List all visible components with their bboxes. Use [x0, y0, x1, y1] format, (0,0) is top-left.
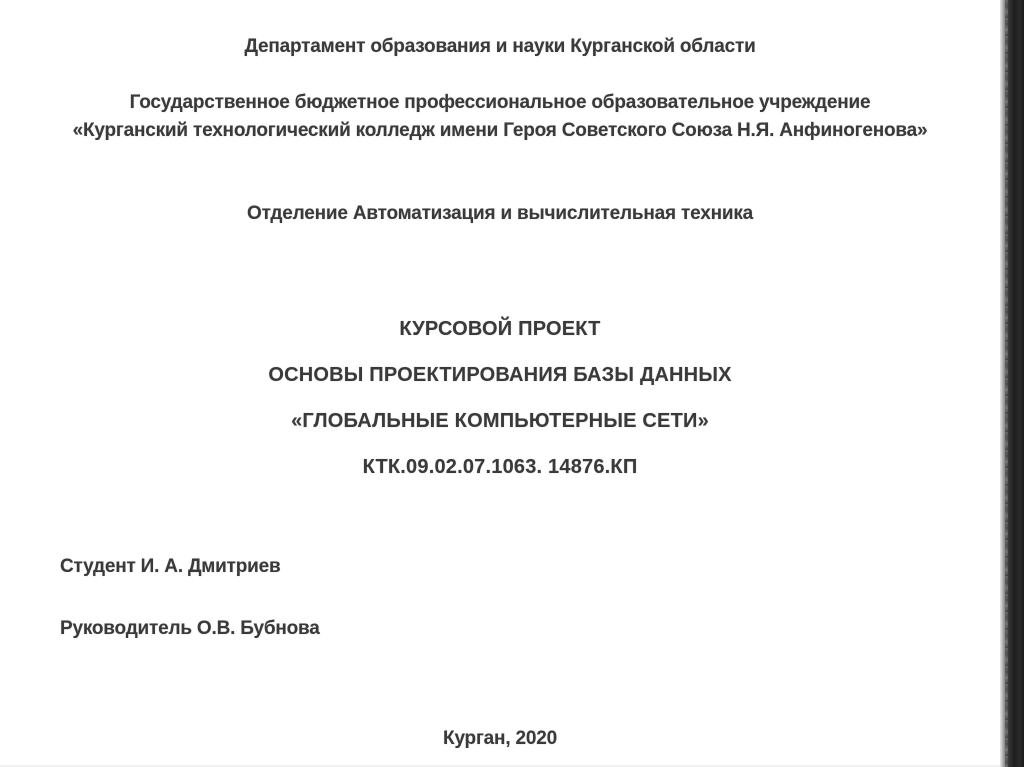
department-heading: Департамент образования и науки Курганской области — [244, 36, 756, 57]
supervisor-line: Руководитель О.В. Бубнова — [60, 618, 320, 639]
city-year-footer: Курган, 2020 — [443, 728, 557, 749]
right-frame-texture — [1005, 0, 1008, 767]
institution-type-line: Государственное бюджетное профессиональное образовательное учреждение — [129, 92, 871, 113]
student-line: Студент И. А. Дмитриев — [60, 556, 281, 577]
institution-name-line: «Курганский технологический колледж имени Героя Советского Союза Н.Я. Анфиногенова» — [72, 120, 928, 141]
project-type-title: КУРСОВОЙ ПРОЕКТ — [399, 318, 601, 340]
division-line: Отделение Автоматизация и вычислительная техника — [247, 203, 753, 224]
topic-title: «ГЛОБАЛЬНЫЕ КОМПЬЮТЕРНЫЕ СЕТИ» — [291, 410, 709, 432]
right-frame-border — [1000, 0, 1024, 767]
document-code: КТК.09.02.07.1063. 14876.КП — [362, 456, 638, 478]
subject-title: ОСНОВЫ ПРОЕКТИРОВАНИЯ БАЗЫ ДАННЫХ — [268, 364, 732, 386]
